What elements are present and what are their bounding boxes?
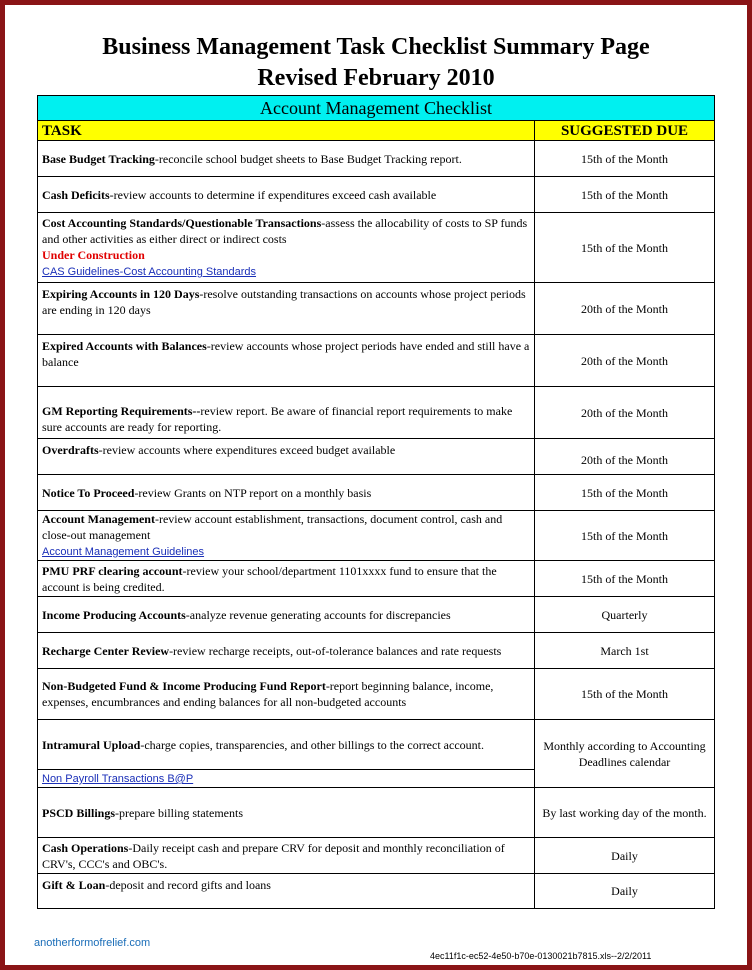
table-row: Notice To Proceed-review Grants on NTP report on a monthly basis 15th of the Month — [38, 475, 715, 511]
cas-guidelines-link[interactable]: CAS Guidelines-Cost Accounting Standards — [42, 266, 257, 278]
watermark: anotherformofrelief.com — [34, 937, 151, 949]
table-row: Cash Operations-Daily receipt cash and prepare CRV for deposit and monthly reconciliation of CRV's, CCC's and OBC's. Daily — [38, 838, 715, 874]
table-row: Overdrafts-review accounts where expenditures exceed budget available 20th of the Month — [38, 439, 715, 475]
table-row: Non-Budgeted Fund & Income Producing Fund Report-report beginning balance, income, expenses, encumbrances and ending balances for all non-budgeted accounts 15th of the Month — [38, 669, 715, 720]
task-column-header: TASK — [38, 121, 535, 141]
table-row: Intramural Upload-charge copies, transparencies, and other billings to the correct account. Monthly according to Accounting Deadlines calendar — [38, 720, 715, 770]
table-row: Expired Accounts with Balances-review accounts whose project periods have ended and still have a balance 20th of the Month — [38, 335, 715, 387]
table-row: Cash Deficits-review accounts to determine if expenditures exceed cash available 15th of the Month — [38, 177, 715, 213]
footer-filename: 4ec11f1c-ec52-4e50-b70e-0130021b7815.xls--2/2/2011 — [430, 951, 652, 961]
table-row: Base Budget Tracking-reconcile school budget sheets to Base Budget Tracking report. 15th of the Month — [38, 141, 715, 177]
table-row: Cost Accounting Standards/Questionable Transactions-assess the allocability of costs to SP funds and other activities as either direct or indirect costs Under Construction CAS Guidelines-Cost Accounting Standards 15th of the Month — [38, 213, 715, 283]
page-title: Business Management Task Checklist Summary Page — [102, 34, 650, 60]
page-subtitle: Revised February 2010 — [257, 65, 495, 91]
table-row: PSCD Billings-prepare billing statements By last working day of the month. — [38, 788, 715, 838]
table-title: Account Management Checklist — [38, 96, 715, 121]
table-row: PMU PRF clearing account-review your school/department 1101xxxx fund to ensure that the account is being credited. 15th of the Month — [38, 561, 715, 597]
non-payroll-transactions-link[interactable]: Non Payroll Transactions B@P — [42, 773, 194, 785]
table-row: GM Reporting Requirements--review report. Be aware of financial report requirements to make sure accounts are ready for reporting. 20th of the Month — [38, 387, 715, 439]
table-row: Recharge Center Review-review recharge receipts, out-of-tolerance balances and rate requests March 1st — [38, 633, 715, 669]
account-management-guidelines-link[interactable]: Account Management Guidelines — [42, 546, 205, 558]
under-construction-note: Under Construction — [42, 248, 145, 262]
due-column-header: SUGGESTED DUE — [535, 121, 715, 141]
table-row: Account Management-review account establishment, transactions, document control, cash and close-out management Account Management Guidelines 15th of the Month — [38, 511, 715, 561]
table-row: Income Producing Accounts-analyze revenue generating accounts for discrepancies Quarterly — [38, 597, 715, 633]
table-row: Gift & Loan-deposit and record gifts and loans Daily — [38, 874, 715, 909]
table-row: Expiring Accounts in 120 Days-resolve outstanding transactions on accounts whose project periods are ending in 120 days 20th of the Month — [38, 283, 715, 335]
checklist-table — [37, 95, 715, 909]
